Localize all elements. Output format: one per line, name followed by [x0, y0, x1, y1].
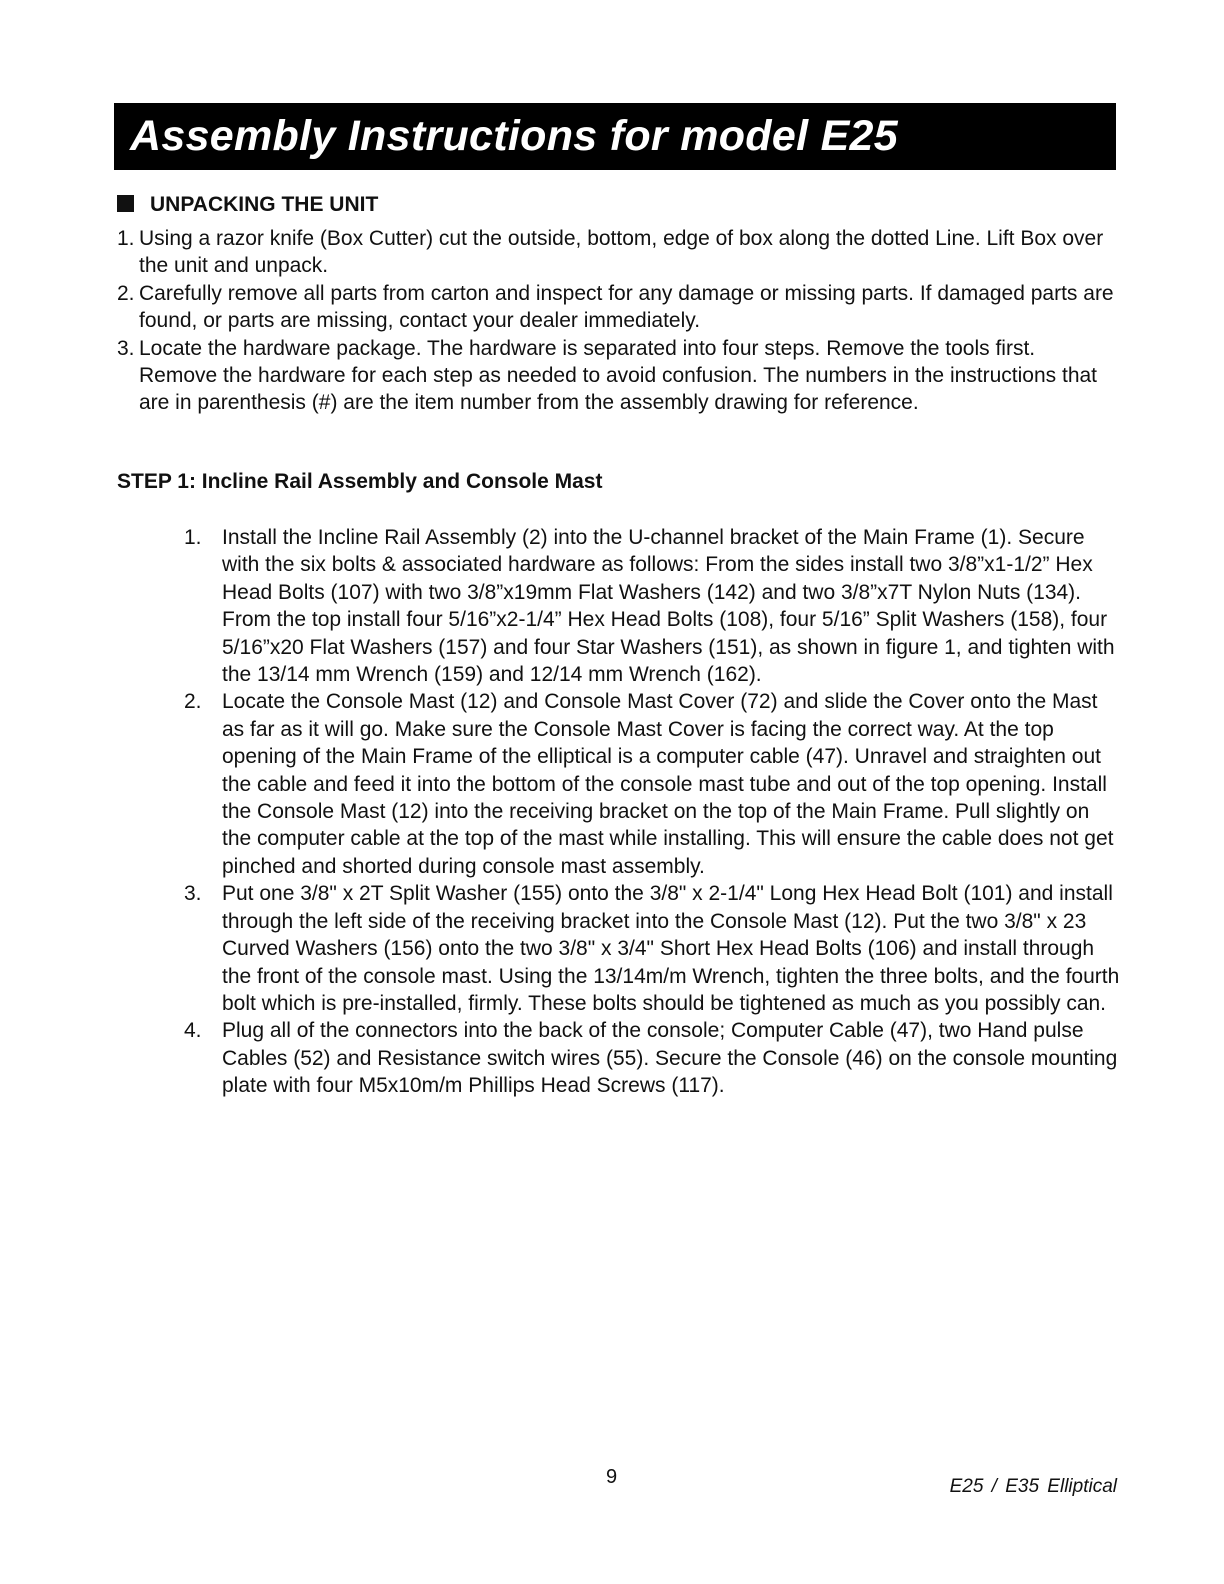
item-number: 2.: [117, 281, 135, 305]
item-text: Plug all of the connectors into the back of the console; Computer Cable (47), two Hand pulse Cables (52) and Resistance switch wires (55). Secure the Console (46) on the console mounting plate with four M5x10m/m Phillips Head Screws (117).: [222, 1019, 1118, 1098]
item-text: Put one 3/8" x 2T Split Washer (155) onto the 3/8" x 2-1/4" Long Hex Head Bolt (101) and install through the left side of the receiving bracket into the Console Mast (12). Put the two 3/8" x 23 Curved Washers (156) onto the two 3/8" x 3/4" Short Hex Head Bolts (106) and install through the front of the console mast. Using the 13/14m/m Wrench, tighten the three bolts, and the fourth bolt which is pre-installed, firmly. These bolts should be tightened as much as you possibly can.: [222, 882, 1120, 1015]
step1-list: [184, 524, 1120, 1100]
step1-heading: STEP 1: Incline Rail Assembly and Console Mast: [117, 470, 603, 493]
footer-model-name: E25 / E35 Elliptical: [949, 1476, 1117, 1497]
list-item: [184, 880, 1120, 1017]
item-text: Install the Incline Rail Assembly (2) into the U-channel bracket of the Main Frame (1). Secure with the six bolts & associated hardware as follows: From the sides install two 3/8”x1-1/2” Hex Head Bolts (107) with two 3/8”x19mm Flat Washers (142) and two 3/8”x7T Nylon Nuts (134). From the top install four 5/16”x2-1/4” Hex Head Bolts (108), four 5/16” Split Washers (158), four 5/16”x20 Flat Washers (157) and four Star Washers (151), as shown in figure 1, and tighten with the 13/14 mm Wrench (159) and 12/14 mm Wrench (162).: [222, 526, 1115, 687]
list-item: [184, 688, 1120, 880]
item-text: Using a razor knife (Box Cutter) cut the outside, bottom, edge of box along the dotted Line. Lift Box over the unit and unpack.: [139, 227, 1104, 278]
item-text: Locate the hardware package. The hardware is separated into four steps. Remove the tools first. Remove the hardware for each step as needed to avoid confusion. The numbers in the instructions that are in parenthesis (#) are the item number from the assembly drawing for reference.: [139, 336, 1098, 415]
page-title: Assembly Instructions for model E25: [130, 112, 898, 160]
item-number: 3.: [184, 882, 202, 906]
item-text: Carefully remove all parts from carton and inspect for any damage or missing parts. If damaged parts are found, or parts are missing, contact your dealer immediately.: [139, 281, 1114, 333]
unpacking-heading: [117, 192, 378, 218]
list-item: [117, 280, 1117, 335]
item-number: 1.: [184, 526, 202, 549]
title-banner: [114, 103, 1116, 170]
list-item: [117, 335, 1117, 417]
item-number: 3.: [117, 336, 135, 360]
unpacking-heading-text: UNPACKING THE UNIT: [150, 193, 379, 216]
item-number: 2.: [184, 690, 202, 714]
item-text: Locate the Console Mast (12) and Console Mast Cover (72) and slide the Cover onto the Mast as far as it will go. Make sure the Console Mast Cover is facing the correct way. At the top opening of the Main Frame of the elliptical is a computer cable (47). Unravel and straighten out the cable and feed it into the bottom of the console mast tube and out of the top opening. Install the Console Mast (12) into the receiving bracket on the top of the Main Frame. Pull slightly on the computer cable at the top of the mast while installing. This will ensure the cable does not get pinched and shorted during console mast assembly.: [222, 690, 1114, 878]
list-item: [184, 524, 1120, 688]
item-number: 1.: [117, 227, 135, 250]
list-item: [117, 225, 1117, 280]
page-number: 9: [606, 1466, 618, 1488]
unpacking-list: [117, 225, 1117, 417]
list-item: [184, 1017, 1120, 1099]
square-bullet-icon: [117, 195, 134, 212]
item-number: 4.: [184, 1019, 202, 1043]
